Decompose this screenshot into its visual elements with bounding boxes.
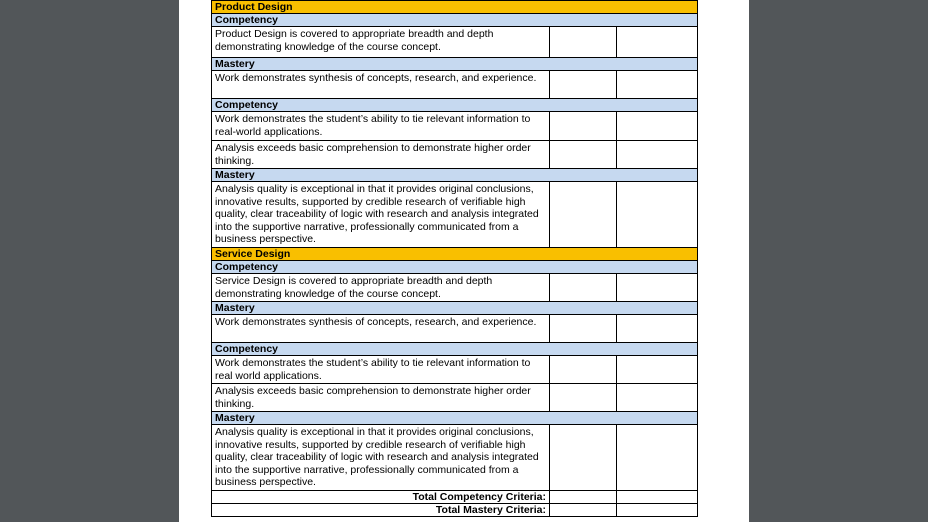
section-title: Product Design	[212, 1, 698, 14]
total-row	[212, 504, 698, 517]
level-label: Mastery	[212, 58, 698, 71]
criterion-text: Analysis quality is exceptional in that it provides original conclusions, innovative results, supported by credible research of verifiable high quality, clear traceability of logic with research and analysis integrated into the supportive narrative, professionally communicated from a business perspective.	[212, 182, 550, 248]
not-yet-met-cell[interactable]	[617, 384, 698, 412]
level-label: Competency	[212, 14, 698, 27]
met-cell[interactable]	[550, 27, 617, 58]
document-page	[179, 0, 749, 522]
not-yet-met-cell[interactable]	[617, 425, 698, 491]
level-row	[212, 99, 698, 112]
level-label: Mastery	[212, 302, 698, 315]
rubric-table	[211, 0, 698, 517]
level-label: Mastery	[212, 169, 698, 182]
not-yet-met-cell[interactable]	[617, 274, 698, 302]
criterion-text: Product Design is covered to appropriate breadth and depth demonstrating knowledge of the course concept.	[212, 27, 550, 58]
total-mastery-label: Total Mastery Criteria:	[212, 504, 550, 517]
criterion-row	[212, 425, 698, 491]
section-title: Service Design	[212, 248, 698, 261]
level-row	[212, 58, 698, 71]
criterion-row	[212, 71, 698, 99]
met-cell[interactable]	[550, 182, 617, 248]
criterion-row	[212, 27, 698, 58]
level-label: Mastery	[212, 412, 698, 425]
total-competency-met[interactable]	[550, 491, 617, 504]
criterion-row	[212, 356, 698, 384]
total-mastery-met[interactable]	[550, 504, 617, 517]
met-cell[interactable]	[550, 71, 617, 99]
not-yet-met-cell[interactable]	[617, 356, 698, 384]
section-row	[212, 1, 698, 14]
total-competency-label: Total Competency Criteria:	[212, 491, 550, 504]
level-row	[212, 14, 698, 27]
criterion-row	[212, 182, 698, 248]
criterion-text: Service Design is covered to appropriate breadth and depth demonstrating knowledge of the course concept.	[212, 274, 550, 302]
section-row	[212, 248, 698, 261]
criterion-text: Work demonstrates the student’s ability to tie relevant information to real-world applications.	[212, 112, 550, 141]
met-cell[interactable]	[550, 141, 617, 169]
level-row	[212, 343, 698, 356]
met-cell[interactable]	[550, 384, 617, 412]
level-label: Competency	[212, 261, 698, 274]
not-yet-met-cell[interactable]	[617, 315, 698, 343]
criterion-text: Analysis quality is exceptional in that it provides original conclusions, innovative results, supported by credible research of verifiable high quality, clear traceability of logic with research and analysis integrated into the supportive narrative, professionally communicated from a business perspective.	[212, 425, 550, 491]
level-label: Competency	[212, 343, 698, 356]
total-competency-not-yet-met[interactable]	[617, 491, 698, 504]
total-mastery-not-yet-met[interactable]	[617, 504, 698, 517]
criterion-text: Analysis exceeds basic comprehension to demonstrate higher order thinking.	[212, 384, 550, 412]
criterion-text: Work demonstrates the student’s ability to tie relevant information to real world applications.	[212, 356, 550, 384]
not-yet-met-cell[interactable]	[617, 182, 698, 248]
not-yet-met-cell[interactable]	[617, 71, 698, 99]
not-yet-met-cell[interactable]	[617, 141, 698, 169]
criterion-row	[212, 274, 698, 302]
met-cell[interactable]	[550, 425, 617, 491]
criterion-row	[212, 384, 698, 412]
not-yet-met-cell[interactable]	[617, 27, 698, 58]
not-yet-met-cell[interactable]	[617, 112, 698, 141]
criterion-row	[212, 315, 698, 343]
criterion-row	[212, 141, 698, 169]
level-row	[212, 302, 698, 315]
criterion-row	[212, 112, 698, 141]
total-row	[212, 491, 698, 504]
level-row	[212, 261, 698, 274]
criterion-text: Work demonstrates synthesis of concepts, research, and experience.	[212, 315, 550, 343]
criterion-text: Work demonstrates synthesis of concepts, research, and experience.	[212, 71, 550, 99]
met-cell[interactable]	[550, 112, 617, 141]
level-row	[212, 412, 698, 425]
level-label: Competency	[212, 99, 698, 112]
met-cell[interactable]	[550, 315, 617, 343]
met-cell[interactable]	[550, 356, 617, 384]
criterion-text: Analysis exceeds basic comprehension to demonstrate higher order thinking.	[212, 141, 550, 169]
met-cell[interactable]	[550, 274, 617, 302]
level-row	[212, 169, 698, 182]
